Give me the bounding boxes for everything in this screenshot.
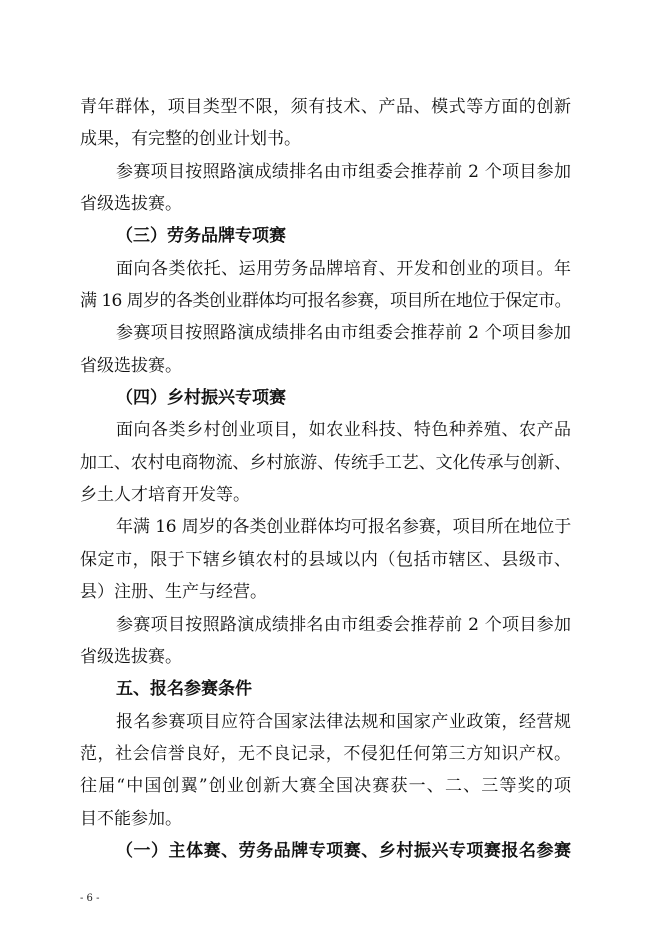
section-heading-text: 五、报名参赛条件	[116, 679, 252, 700]
text-line: 范，社会信誉良好，无不良记录，不侵犯任何第三方知识产权。	[80, 743, 571, 764]
section-heading	[80, 673, 571, 705]
paragraph	[80, 706, 571, 835]
text-line: 目不能参加。	[80, 808, 182, 829]
subheading-text: （三）劳务品牌专项赛	[116, 226, 286, 247]
text-line: 青年群体，项目类型不限，须有技术、产品、模式等方面的创新	[80, 97, 571, 117]
text-line: 成果，有完整的创业计划书。	[80, 129, 301, 150]
paragraph	[80, 91, 571, 156]
text-line: 参赛项目按照路演成绩排名由市组委会推荐前 2 个项目参加	[116, 323, 571, 344]
text-line: 省级选拔赛。	[80, 355, 182, 376]
paragraph	[80, 414, 571, 511]
text-line: 满 16 周岁的各类创业群体均可报名参赛，项目所在地位于保定市。	[80, 291, 571, 312]
page-number: - 6 -	[80, 893, 100, 904]
paragraph	[80, 253, 571, 318]
text-line: 县）注册、生产与经营。	[80, 582, 267, 603]
text-line: 加工、农村电商物流、乡村旅游、传统手工艺、文化传承与创新、	[80, 452, 571, 473]
paragraph	[80, 317, 571, 382]
text-line: 参赛项目按照路演成绩排名由市组委会推荐前 2 个项目参加	[116, 161, 571, 182]
text-line: 省级选拔赛。	[80, 646, 182, 667]
text-line: 面向各类乡村创业项目，如农业科技、特色种养殖、农产品	[116, 420, 571, 441]
document-body	[80, 91, 571, 867]
text-line: 参赛项目按照路演成绩排名由市组委会推荐前 2 个项目参加	[116, 614, 571, 635]
text-line: 保定市，限于下辖乡镇农村的县域以内（包括市辖区、县级市、	[80, 549, 571, 570]
text-line: 乡土人才培育开发等。	[80, 485, 250, 506]
subheading-text: （四）乡村振兴专项赛	[116, 388, 286, 409]
subheading	[80, 835, 571, 867]
text-line: 报名参赛项目应符合国家法律法规和国家产业政策，经营规	[116, 711, 571, 732]
paragraph	[80, 511, 571, 608]
paragraph	[80, 156, 571, 221]
subheading	[80, 382, 571, 414]
text-line: 面向各类依托、运用劳务品牌培育、开发和创业的项目。年	[116, 258, 571, 279]
text-line: 省级选拔赛。	[80, 194, 182, 215]
text-line: 往届“中国创翼”创业创新大赛全国决赛获一、二、三等奖的项	[80, 776, 571, 797]
text-line: 年满 16 周岁的各类创业群体均可报名参赛，项目所在地位于	[116, 517, 571, 538]
paragraph	[80, 609, 571, 674]
subheading	[80, 220, 571, 252]
subheading-text: （一）主体赛、劳务品牌专项赛、乡村振兴专项赛报名参赛	[116, 840, 571, 861]
